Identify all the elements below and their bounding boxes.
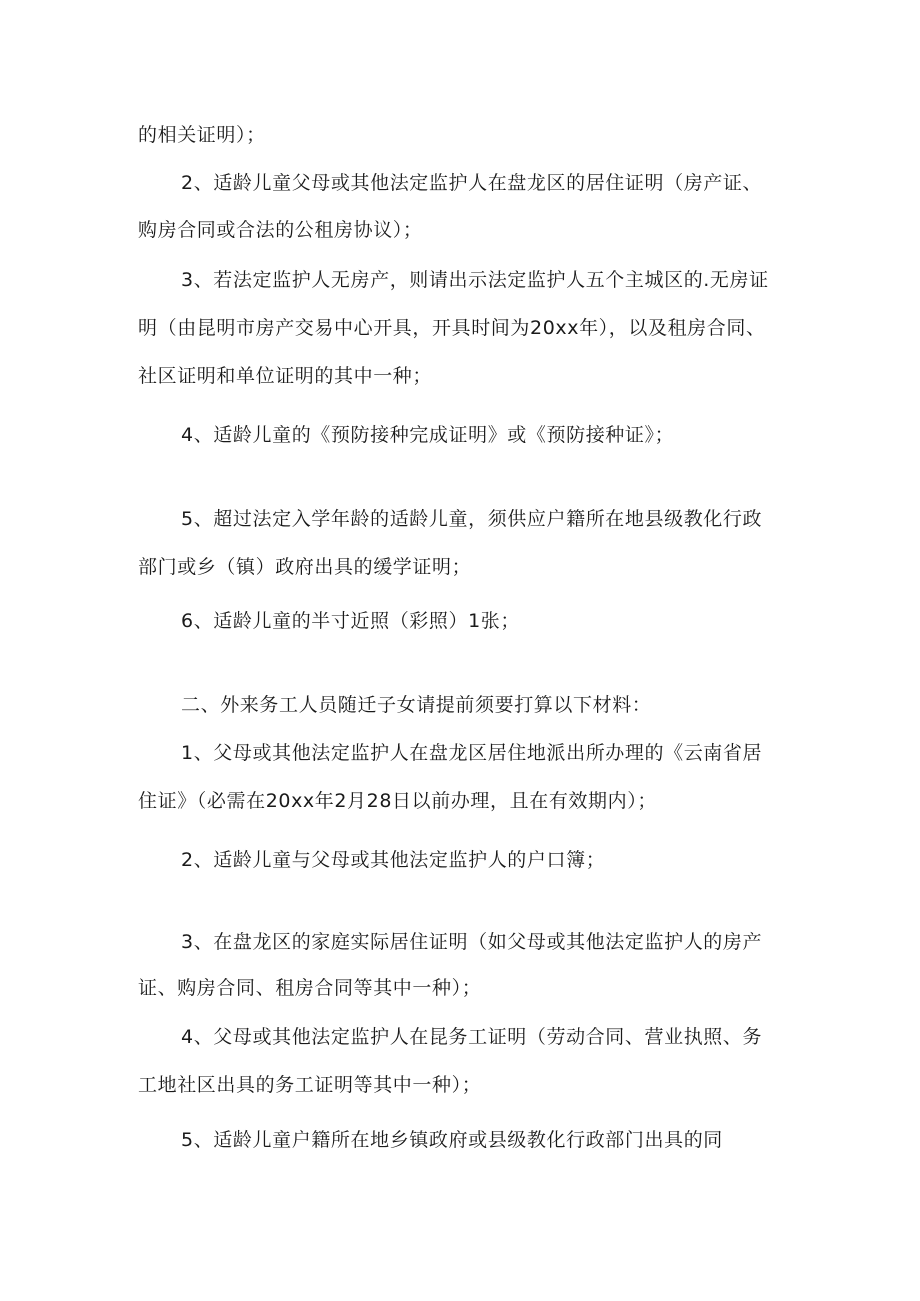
text-line: 1、父母或其他法定监护人在盘龙区居住地派出所办理的《云南省居	[181, 742, 763, 764]
text-line: 2、适龄儿童父母或其他法定监护人在盘龙区的居住证明（房产证、	[181, 172, 763, 194]
text-line: 4、适龄儿童的《预防接种完成证明》或《预防接种证》；	[181, 424, 675, 446]
text-line: 住证》（必需在20xx年2月28日以前办理，且在有效期内）；	[138, 790, 657, 812]
text-line: 工地社区出具的务工证明等其中一种）；	[138, 1074, 482, 1096]
text-line: 社区证明和单位证明的其中一种；	[138, 365, 433, 387]
text-line: 3、在盘龙区的家庭实际居住证明（如父母或其他法定监护人的房产	[181, 931, 763, 953]
text-line: 部门或乡（镇）政府出具的缓学证明；	[138, 556, 472, 578]
text-line: 2、适龄儿童与父母或其他法定监护人的户口簿；	[181, 849, 606, 871]
text-line: 明（由昆明市房产交易中心开具，开具时间为20xx年），以及租房合同、	[138, 317, 766, 339]
text-line: 4、父母或其他法定监护人在昆务工证明（劳动合同、营业执照、务	[181, 1026, 763, 1048]
text-line: 5、适龄儿童户籍所在地乡镇政府或县级教化行政部门出具的同	[181, 1129, 723, 1151]
text-line: 3、若法定监护人无房产，则请出示法定监护人五个主城区的.无房证	[181, 269, 769, 291]
text-line: 6、适龄儿童的半寸近照（彩照）1张；	[181, 610, 520, 632]
text-line: 的相关证明）；	[138, 124, 266, 146]
text-line: 购房合同或合法的公租房协议）；	[138, 219, 423, 241]
text-line: 证、购房合同、租房合同等其中一种）；	[138, 977, 482, 999]
text-line: 5、超过法定入学年龄的适龄儿童，须供应户籍所在地县级教化行政	[181, 508, 763, 530]
section-heading: 二、外来务工人员随迁子女请提前须要打算以下材料：	[181, 694, 652, 716]
